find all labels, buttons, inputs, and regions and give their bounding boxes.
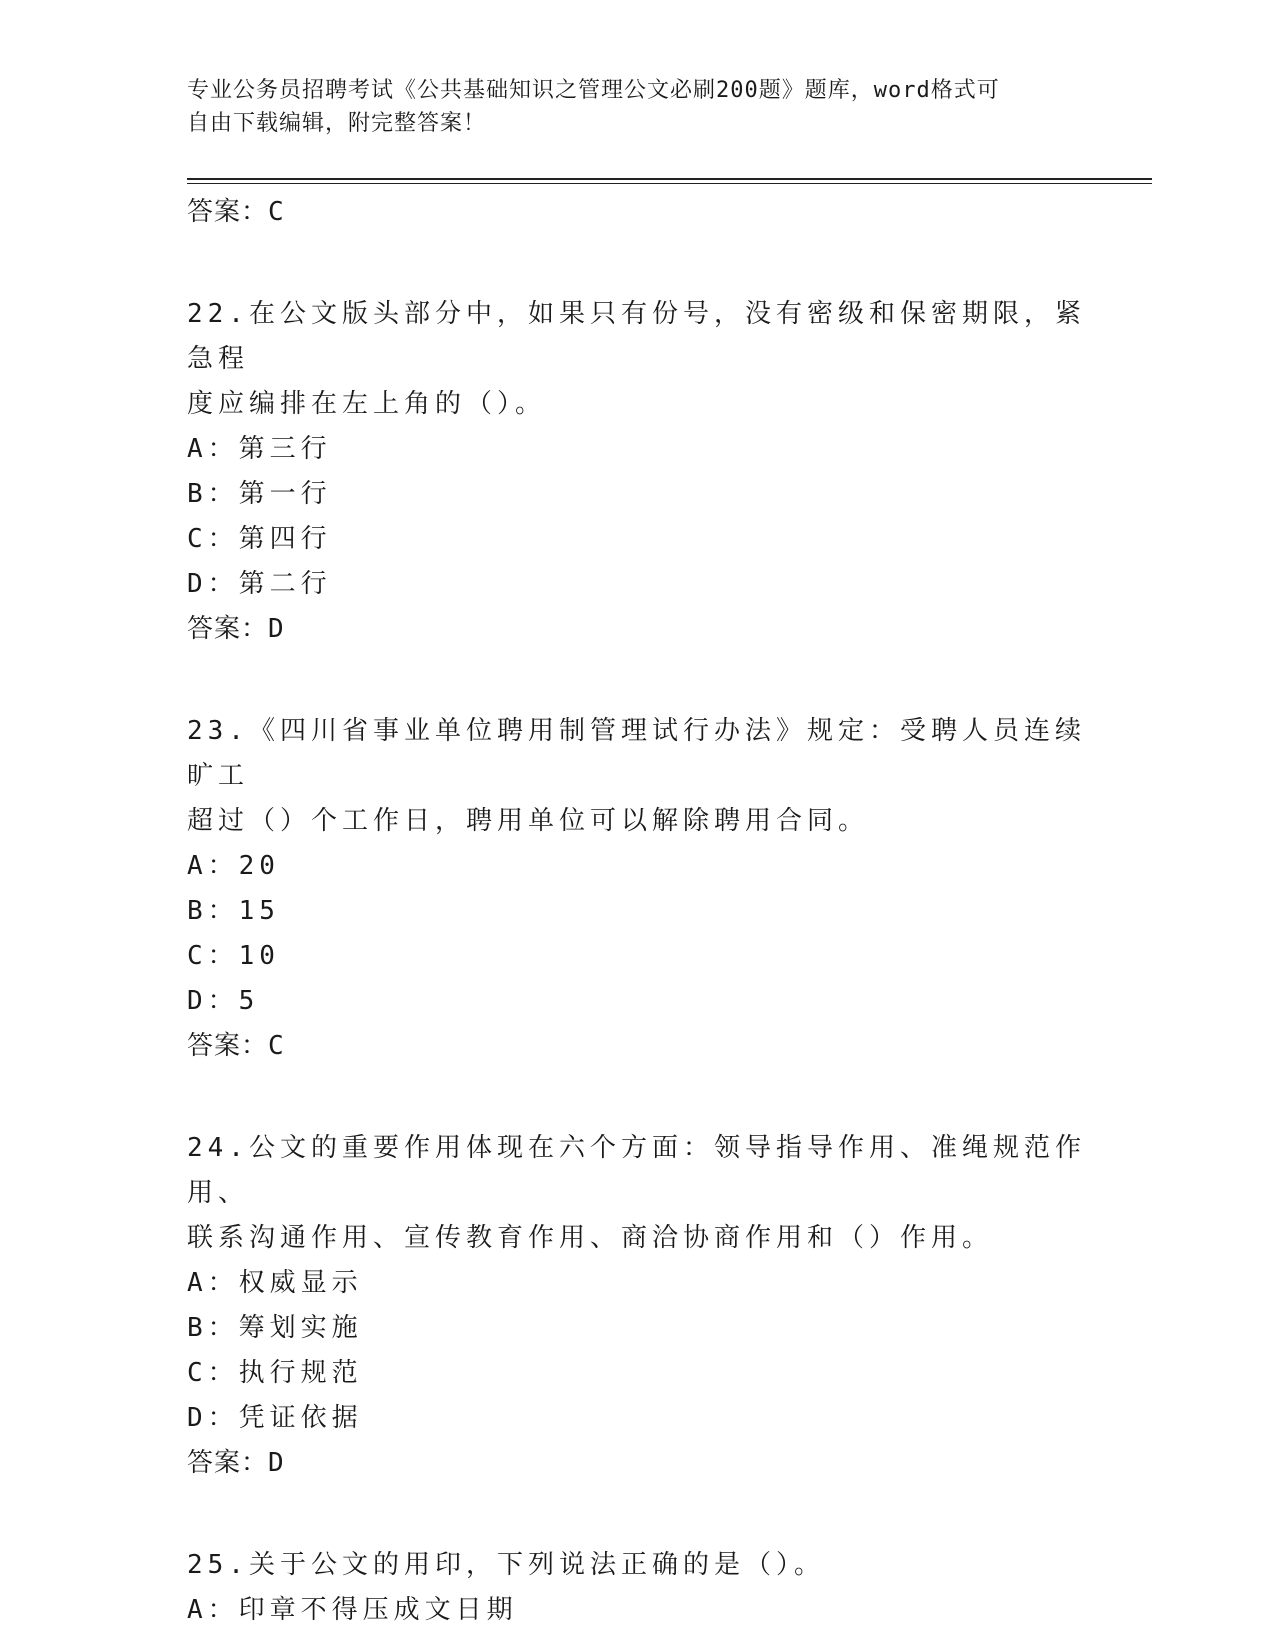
answer-line: 答案：D (187, 1448, 285, 1478)
answer-line: 答案：C (187, 1031, 285, 1061)
option-a: A：20 (187, 851, 280, 881)
question-text-line: 度应编排在左上角的（）。 (187, 389, 547, 419)
document-header (187, 74, 1067, 140)
question-22 (187, 292, 1087, 651)
option-a: A：第三行 (187, 434, 332, 464)
option-c: C：第四行 (187, 524, 332, 554)
header-divider (187, 178, 1152, 180)
question-24 (187, 1126, 1087, 1485)
question-text-line: 22.在公文版头部分中，如果只有份号，没有密级和保密期限，紧急程 (187, 299, 1086, 374)
question-text-line: 联系沟通作用、宣传教育作用、商洽协商作用和（）作用。 (187, 1223, 994, 1253)
answer-line: 答案：D (187, 614, 285, 644)
header-divider-thin (187, 183, 1152, 184)
question-25 (187, 1543, 1087, 1633)
question-text-line: 23.《四川省事业单位聘用制管理试行办法》规定：受聘人员连续旷工 (187, 716, 1086, 791)
option-c: C：10 (187, 941, 280, 971)
question-text-line: 超过（）个工作日，聘用单位可以解除聘用合同。 (187, 806, 870, 836)
option-a: A：权威显示 (187, 1268, 363, 1298)
option-d: D：凭证依据 (187, 1403, 363, 1433)
option-d: D：第二行 (187, 569, 332, 599)
header-line-2: 自由下载编辑，附完整答案！ (187, 111, 487, 136)
answer-line: 答案：C (187, 197, 285, 227)
option-b: B：第一行 (187, 479, 332, 509)
question-list (187, 190, 1087, 1633)
header-line-1: 专业公务员招聘考试《公共基础知识之管理公文必刷200题》题库，word格式可 (187, 78, 1000, 103)
option-b: B：15 (187, 896, 280, 926)
question-23 (187, 709, 1087, 1068)
option-d: D：5 (187, 986, 260, 1016)
question-text-line: 25.关于公文的用印，下列说法正确的是（）。 (187, 1550, 825, 1580)
option-a: A：印章不得压成文日期 (187, 1595, 518, 1625)
question-text-line: 24.公文的重要作用体现在六个方面：领导指导作用、准绳规范作用、 (187, 1133, 1086, 1208)
option-b: B：筹划实施 (187, 1313, 363, 1343)
option-c: C：执行规范 (187, 1358, 363, 1388)
